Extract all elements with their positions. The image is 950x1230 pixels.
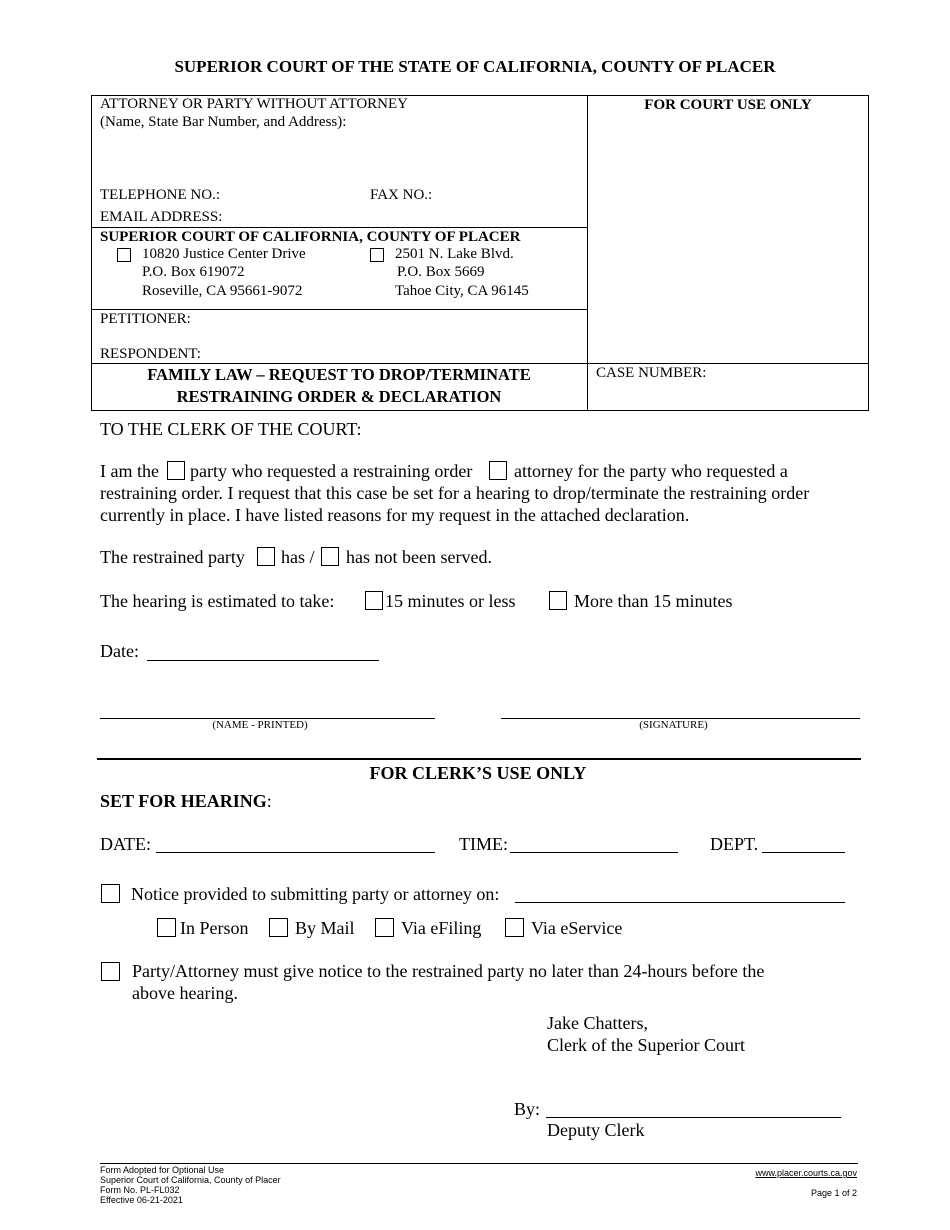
request-line3: currently in place. I have listed reasons for my request in the attached declaration. — [100, 505, 690, 525]
served-has-label: has / — [281, 547, 315, 567]
court-name: SUPERIOR COURT OF CALIFORNIA, COUNTY OF PLACER — [100, 229, 521, 245]
footer-line1: Form Adopted for Optional Use — [100, 1165, 225, 1175]
party-notice-line1: Party/Attorney must give notice to the restrained party no later than 24-hours before the — [132, 961, 765, 981]
location-roseville-pobox: P.O. Box 619072 — [142, 264, 245, 280]
caption-divider-court — [91, 227, 587, 228]
method-eservice-label: Via eService — [531, 918, 623, 938]
method-efiling-label: Via eFiling — [401, 918, 482, 938]
footer-line4: Effective 06-21-2021 — [100, 1195, 183, 1205]
footer-divider — [100, 1163, 858, 1164]
method-in-person-label: In Person — [180, 918, 249, 938]
hearing-date-line[interactable] — [156, 852, 435, 853]
hearing-dept-line[interactable] — [762, 852, 845, 853]
hearing-long-label: More than 15 minutes — [574, 591, 733, 611]
attorney-label: ATTORNEY OR PARTY WITHOUT ATTORNEY — [100, 96, 409, 112]
location-tahoe-pobox: P.O. Box 5669 — [397, 264, 485, 280]
footer-website[interactable]: www.placer.courts.ca.gov — [755, 1168, 857, 1178]
footer-line2: Superior Court of California, County of Placer — [100, 1175, 281, 1185]
to-clerk-heading: TO THE CLERK OF THE COURT: — [100, 419, 362, 439]
hearing-dept-label: DEPT. — [710, 834, 759, 854]
deputy-signature-line[interactable] — [546, 1117, 841, 1118]
method-in-person-checkbox[interactable] — [157, 918, 176, 937]
court-heading: SUPERIOR COURT OF THE STATE OF CALIFORNIA, COUNTY OF PLACER — [174, 57, 776, 76]
caption-divider-parties — [91, 309, 587, 310]
footer-line3: Form No. PL-FL032 — [100, 1185, 180, 1195]
set-for-hearing-label: SET FOR HEARING — [100, 791, 267, 811]
served-has-not-checkbox[interactable] — [321, 547, 339, 566]
method-by-mail-checkbox[interactable] — [269, 918, 288, 937]
clerk-use-heading: FOR CLERK’S USE ONLY — [369, 763, 587, 783]
caption-divider-title — [91, 363, 869, 364]
footer-form-info — [100, 1165, 281, 1205]
petitioner-label: PETITIONER: — [100, 311, 191, 327]
party-checkbox[interactable] — [167, 461, 185, 480]
name-printed-caption: (NAME - PRINTED) — [212, 719, 308, 731]
fax-label: FAX NO.: — [370, 187, 433, 203]
notice-provided-label: Notice provided to submitting party or attorney on: — [131, 884, 500, 904]
attorney-sublabel: (Name, State Bar Number, and Address): — [100, 114, 347, 130]
hearing-prefix: The hearing is estimated to take: — [100, 591, 335, 611]
set-for-hearing-colon: : — [266, 791, 272, 811]
respondent-label: RESPONDENT: — [100, 346, 201, 362]
notice-provided-line[interactable] — [515, 902, 845, 903]
party-notice-line2: above hearing. — [132, 983, 238, 1003]
attorney-option-label: attorney for the party who requested a — [514, 461, 788, 481]
telephone-label: TELEPHONE NO.: — [100, 187, 220, 203]
method-efiling-checkbox[interactable] — [375, 918, 394, 937]
location-tahoe-city: Tahoe City, CA 96145 — [395, 283, 529, 299]
date-input-line[interactable] — [147, 660, 379, 661]
method-by-mail-label: By Mail — [295, 918, 355, 938]
clerk-title: Clerk of the Superior Court — [547, 1035, 745, 1055]
attorney-checkbox[interactable] — [489, 461, 507, 480]
set-for-hearing-heading — [100, 791, 272, 812]
hearing-short-checkbox[interactable] — [365, 591, 383, 610]
location-tahoe-street: 2501 N. Lake Blvd. — [395, 246, 514, 262]
iam-prefix: I am the — [100, 461, 159, 481]
hearing-time-line[interactable] — [510, 852, 678, 853]
location-roseville-city: Roseville, CA 95661-9072 — [142, 283, 303, 299]
hearing-date-label: DATE: — [100, 834, 151, 854]
form-title-line2: RESTRAINING ORDER & DECLARATION — [176, 387, 502, 406]
location-tahoe-checkbox[interactable] — [370, 248, 384, 262]
served-has-not-label: has not been served. — [346, 547, 492, 567]
footer-page-number: Page 1 of 2 — [810, 1188, 857, 1198]
hearing-short-label: 15 minutes or less — [385, 591, 516, 611]
form-title-line1: FAMILY LAW – REQUEST TO DROP/TERMINATE — [147, 365, 531, 384]
by-label: By: — [514, 1099, 541, 1119]
signature-caption: (SIGNATURE) — [639, 719, 708, 731]
clerk-section-divider — [97, 758, 861, 760]
party-notice-checkbox[interactable] — [101, 962, 120, 981]
served-prefix: The restrained party — [100, 547, 245, 567]
party-option-label: party who requested a restraining order — [190, 461, 473, 481]
case-number-label: CASE NUMBER: — [596, 365, 707, 381]
location-roseville-street: 10820 Justice Center Drive — [142, 246, 306, 262]
hearing-time-label: TIME: — [459, 834, 508, 854]
method-eservice-checkbox[interactable] — [505, 918, 524, 937]
notice-provided-checkbox[interactable] — [101, 884, 120, 903]
hearing-long-checkbox[interactable] — [549, 591, 567, 610]
location-roseville-checkbox[interactable] — [117, 248, 131, 262]
date-label: Date: — [100, 641, 139, 661]
deputy-clerk-label: Deputy Clerk — [547, 1120, 645, 1140]
request-line2: restraining order. I request that this case be set for a hearing to drop/terminate the restraining order — [100, 483, 810, 503]
clerk-name: Jake Chatters, — [547, 1013, 648, 1033]
served-has-checkbox[interactable] — [257, 547, 275, 566]
email-label: EMAIL ADDRESS: — [100, 209, 223, 225]
court-use-label: FOR COURT USE ONLY — [644, 97, 812, 113]
